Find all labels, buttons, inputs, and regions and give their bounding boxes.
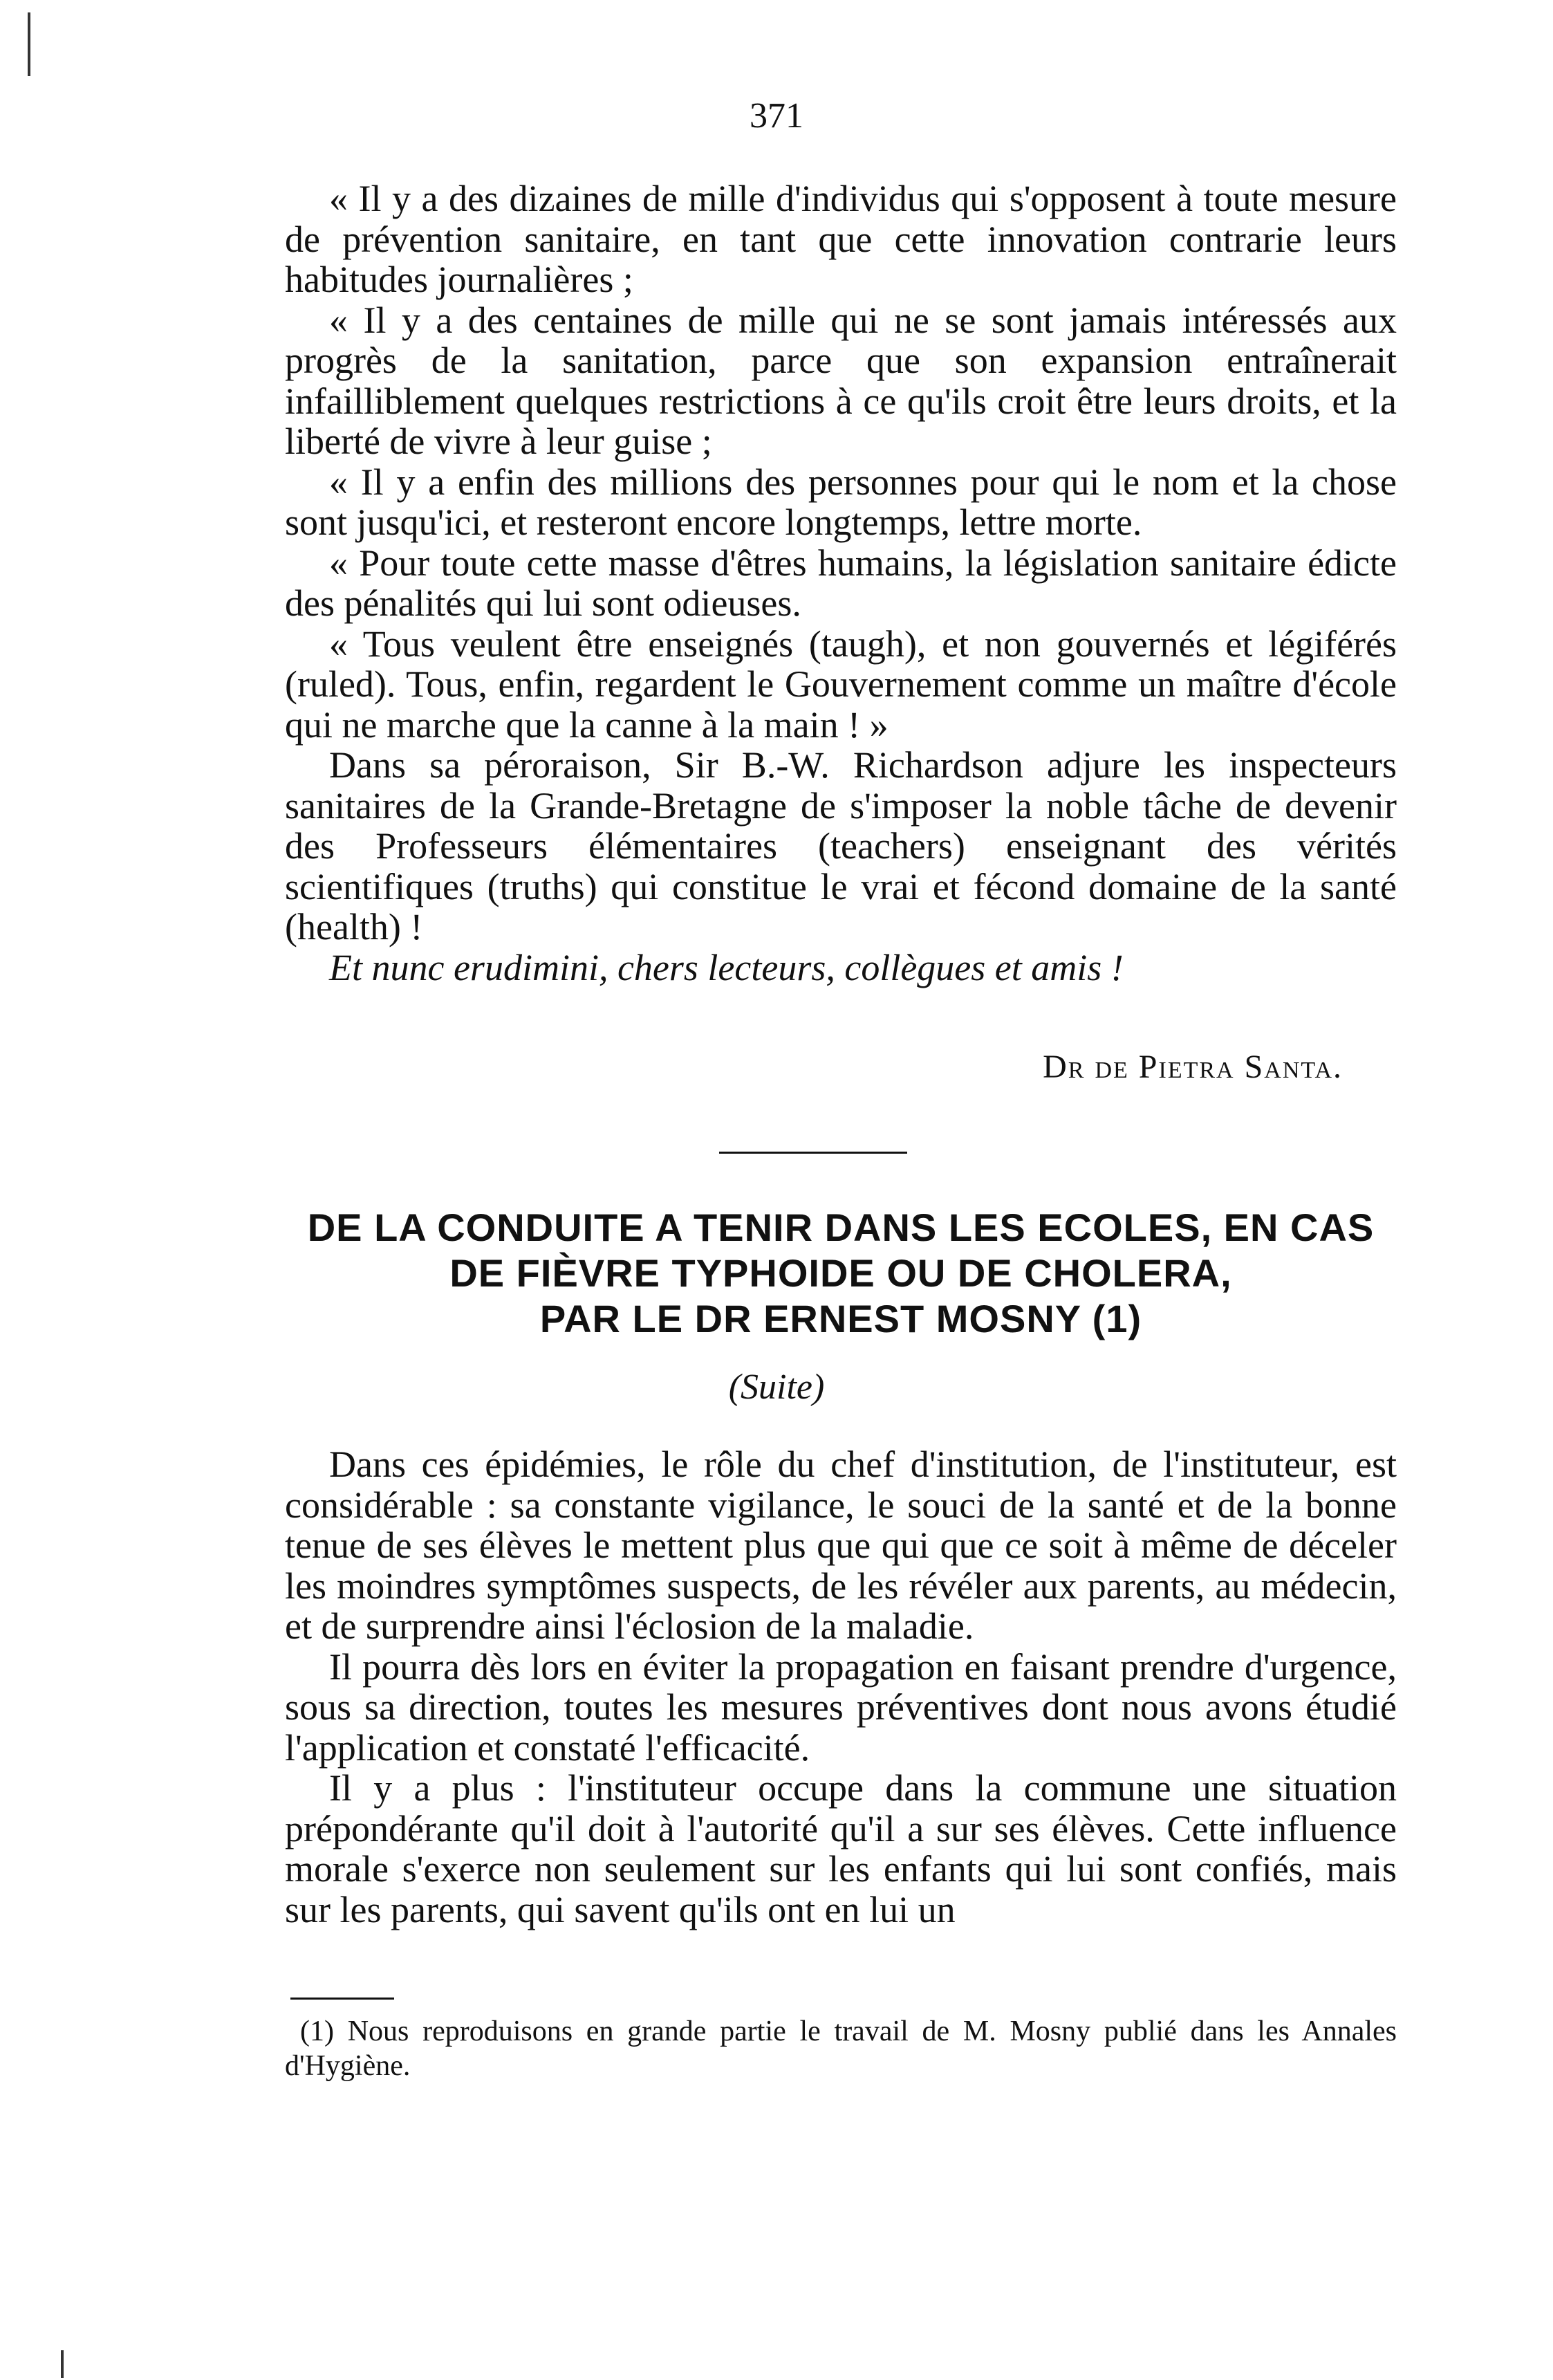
article-paragraph: Il pourra dès lors en éviter la propagation en faisant prendre d'urgence, sous sa direction, toutes les mesures préventives dont nous avons étudié l'application et constaté l'efficacité.: [285, 1645, 1397, 1769]
article-title-line: DE FIÈVRE TYPHOIDE OU DE CHOLERA,: [449, 1251, 1232, 1295]
footnote-text: (1) Nous reproduisons en grande partie le travail de M. Mosny publié dans les Annales d'Hygiène.: [285, 2015, 1397, 2082]
quote-block: [285, 178, 1397, 988]
scan-edge-mark: [61, 2350, 64, 2378]
closing-line: Et nunc erudimini, chers lecteurs, collègues et amis !: [329, 946, 1124, 988]
conclusion-paragraph: Dans sa péroraison, Sir B.-W. Richardson adjure les inspecteurs sanitaires de la Grande-Bretagne de s'imposer la noble tâche de devenir des Professeurs élémentaires (teachers) enseignant des vérités scientifiques (truths) qui constitue le vrai et fécond domaine de la santé (health) !: [285, 744, 1397, 948]
article-title-line: DE LA CONDUITE A TENIR DANS LES ECOLES, EN CAS: [307, 1206, 1375, 1249]
scan-edge-mark: [28, 12, 30, 76]
quote-paragraph: « Il y a des centaines de mille qui ne se sont jamais intéressés aux progrès de la sanitation, parce que son expansion entraînerait infailliblement quelques restrictions à ce qu'ils croit être leurs droits, et la liberté de vivre à leur guise ;: [285, 299, 1397, 462]
footnote: [285, 2014, 1397, 2083]
article-paragraph: Il y a plus : l'instituteur occupe dans la commune une situation prépondérante qu'il doit à l'autorité qu'il a sur ses élèves. Cette influence morale s'exerce non seulement sur les enfants qui lui sont confiés, mais sur les parents, qui savent qu'ils ont en lui un: [285, 1767, 1397, 1930]
article-body: [285, 1444, 1397, 1930]
quote-paragraph: « Pour toute cette masse d'êtres humains, la législation sanitaire édicte des pénalités qui lui sont odieuses.: [285, 542, 1397, 624]
quote-paragraph: « Il y a enfin des millions des personnes pour qui le nom et la chose sont jusqu'ici, et resteront encore longtemps, lettre morte.: [285, 461, 1397, 543]
article-title-line: PAR LE DR ERNEST MOSNY (1): [539, 1297, 1142, 1340]
section-separator: [719, 1152, 907, 1154]
article-paragraph: Dans ces épidémies, le rôle du chef d'institution, de l'instituteur, est considérable : sa constante vigilance, le souci de la santé et de la bonne tenue de ses élèves le mettent plus que qui que ce soit à même de déceler les moindres symptômes suspects, de les révéler aux parents, au médecin, et de surprendre ainsi l'éclosion de la maladie.: [285, 1443, 1397, 1647]
article-title: [277, 1205, 1405, 1342]
quote-paragraph: « Tous veulent être enseignés (taugh), et non gouvernés et légiférés (ruled). Tous, enfin, regardent le Gouvernement comme un maître d'école qui ne marche que la canne à la main ! »: [285, 622, 1397, 746]
page-number: 371: [750, 96, 803, 136]
continuation-label: (Suite): [728, 1367, 825, 1407]
footnote-rule: [290, 1998, 394, 2000]
quote-paragraph: « Il y a des dizaines de mille d'individus qui s'opposent à toute mesure de prévention sanitaire, en tant que cette innovation contrarie leurs habitudes journalières ;: [285, 178, 1397, 300]
author-signature: Dr de Pietra Santa.: [1043, 1049, 1343, 1085]
